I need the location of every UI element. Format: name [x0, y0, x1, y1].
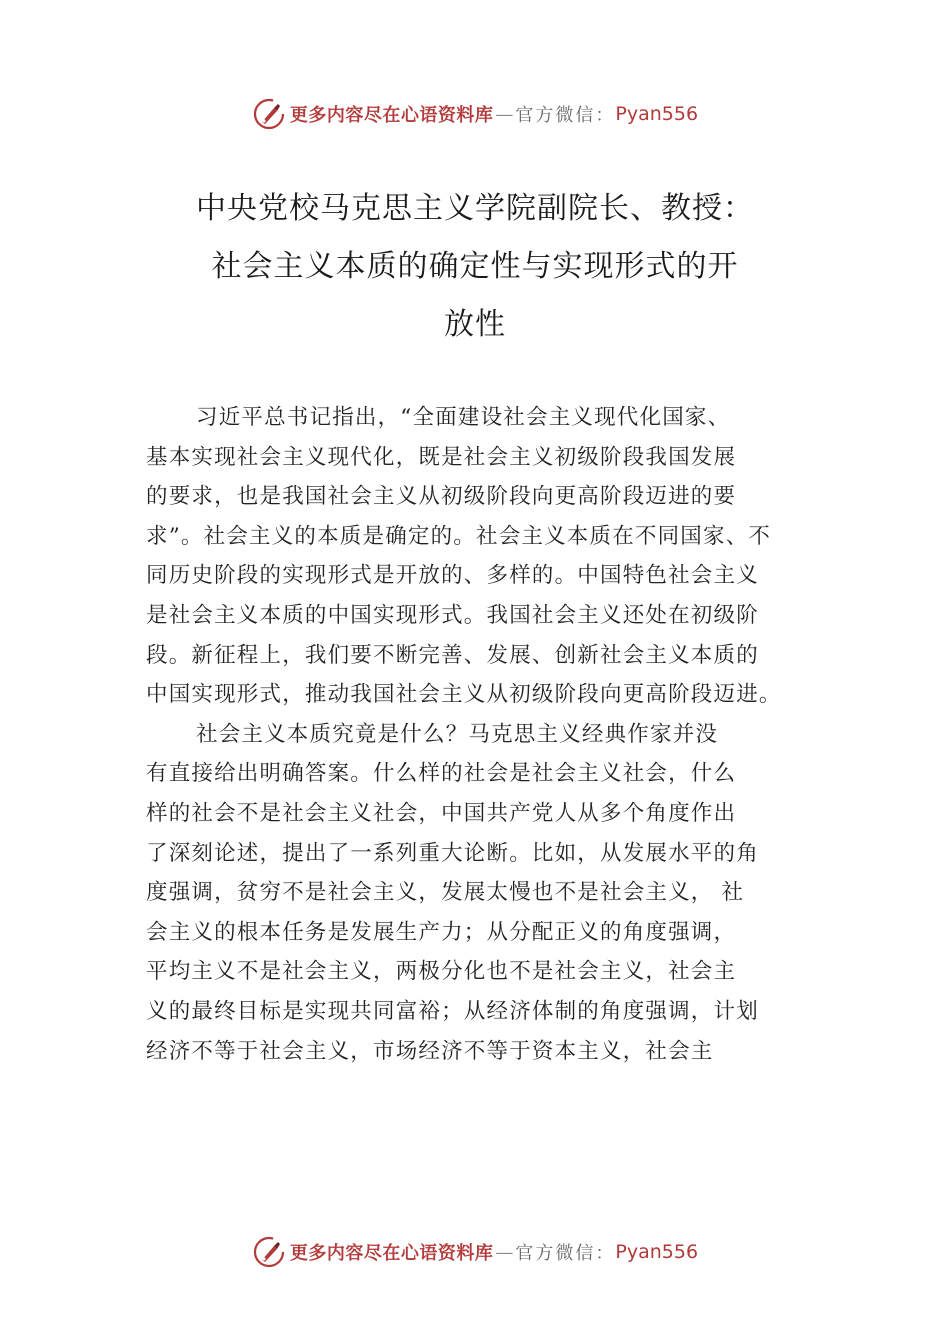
- paragraph-line: 社会主义本质究竟是什么？马克思主义经典作家并没: [196, 721, 719, 747]
- paragraph-line: 度强调，贫穷不是社会主义，发展太慢也不是社会主义， 社: [146, 880, 745, 906]
- title-line: 中央党校马克思主义学院副院长、教授：: [196, 191, 754, 226]
- title-line: 放性: [444, 307, 506, 342]
- paragraph-line: 基本实现社会主义现代化，既是社会主义初级阶段我国发展: [146, 444, 737, 470]
- banner-brand-text: 更多内容尽在心语资料库: [289, 1243, 494, 1264]
- footer-banner: [0, 1232, 950, 1272]
- paragraph-line: 段。新征程上，我们要不断完善、发展、创新社会主义本质的: [146, 642, 759, 668]
- paragraph-line: 的要求，也是我国社会主义从初级阶段向更高阶段迈进的要: [146, 484, 737, 510]
- banner-brand-text: 更多内容尽在心语资料库: [289, 105, 494, 126]
- paragraph-line: 有直接给出明确答案。什么样的社会是社会主义社会，什么: [146, 761, 737, 787]
- banner-wechat-handle: Pyan556: [615, 103, 699, 125]
- paragraph-line: 中国实现形式，推动我国社会主义从初级阶段向更高阶段迈进。: [146, 682, 782, 708]
- paragraph-line: 平均主义不是社会主义，两极分化也不是社会主义，社会主: [146, 959, 737, 985]
- paragraph-line: 同历史阶段的实现形式是开放的、多样的。中国特色社会主义: [146, 563, 759, 589]
- paragraph-line: 了深刻论述，提出了一系列重大论断。比如，从发展水平的角: [146, 840, 759, 866]
- paragraph-line: 会主义的根本任务是发展生产力；从分配正义的角度强调，: [146, 919, 737, 945]
- banner-wechat-label: 官方微信：: [515, 1243, 616, 1264]
- paragraph-line: 习近平总书记指出，“全面建设社会主义现代化国家、: [196, 405, 731, 430]
- banner-dash: —: [495, 103, 514, 125]
- banner-wechat-handle: Pyan556: [615, 1241, 699, 1263]
- pen-nib-logo-icon: [252, 97, 286, 131]
- paragraph-line: 经济不等于社会主义，市场经济不等于资本主义，社会主: [146, 1038, 714, 1064]
- title-line: 社会主义本质的确定性与实现形式的开: [211, 249, 739, 284]
- banner-dash: —: [495, 1241, 514, 1263]
- paragraph-line: 义的最终目标是实现共同富裕；从经济体制的角度强调，计划: [146, 998, 759, 1024]
- paragraph-line: 样的社会不是社会主义社会，中国共产党人从多个角度作出: [146, 800, 737, 826]
- article-title: [150, 180, 800, 354]
- pen-nib-logo-icon: [252, 1235, 286, 1269]
- paragraph-line: 是社会主义本质的中国实现形式。我国社会主义还处在初级阶: [146, 602, 759, 628]
- article-body: [146, 398, 826, 1071]
- banner-wechat-label: 官方微信：: [515, 105, 616, 126]
- header-banner: [0, 94, 950, 134]
- paragraph-line: 求”。社会主义的本质是确定的。社会主义本质在不同国家、不: [146, 523, 772, 549]
